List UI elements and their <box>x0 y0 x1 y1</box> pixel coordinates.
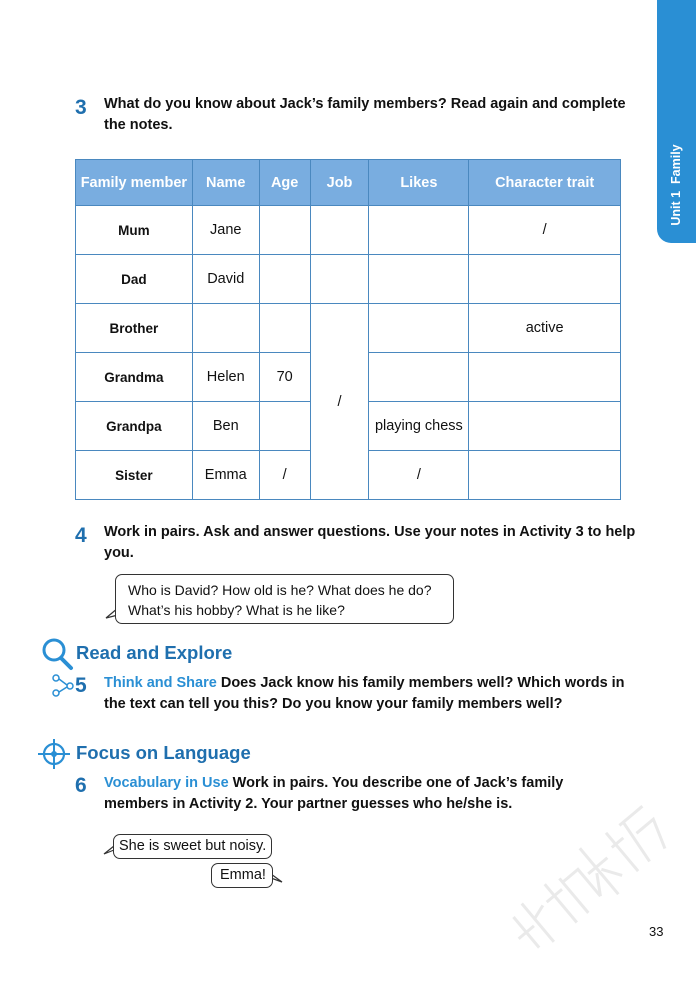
cell-age[interactable] <box>259 206 310 255</box>
cell-trait[interactable]: active <box>469 304 621 353</box>
activity-3-number: 3 <box>75 96 87 119</box>
cell-likes[interactable]: playing chess <box>369 402 469 451</box>
cell-member: Brother <box>76 304 193 353</box>
activity-4-line-2: you. <box>104 545 134 561</box>
read-explore-title: Read and Explore <box>76 642 233 663</box>
cell-age[interactable]: 70 <box>259 353 310 402</box>
activity-6-number: 6 <box>75 774 87 797</box>
cell-member: Grandpa <box>76 402 193 451</box>
activity-4-number: 4 <box>75 524 87 547</box>
cell-age[interactable] <box>259 402 310 451</box>
cell-likes[interactable] <box>369 353 469 402</box>
activity-3-instructions <box>104 94 626 136</box>
activity-5-number: 5 <box>75 674 87 697</box>
vocabulary-in-use-label: Vocabulary in Use <box>104 775 229 791</box>
table-row <box>76 206 621 255</box>
cell-member: Mum <box>76 206 193 255</box>
cell-trait[interactable] <box>469 255 621 304</box>
example-bubble-answer: Emma! <box>211 863 273 888</box>
activity-3-line-1: What do you know about Jack’s family members? Read again and complete <box>104 96 626 112</box>
activity-5-line-1: Does Jack know his family members well? Which words in <box>220 675 625 691</box>
unit-label: Unit 1 <box>669 190 683 226</box>
header-age: Age <box>259 160 310 206</box>
example-bubble-statement: She is sweet but noisy. <box>113 834 272 859</box>
family-notes-table <box>75 159 621 500</box>
cell-name[interactable]: Helen <box>192 353 259 402</box>
magnifier-icon <box>40 637 76 671</box>
cell-trait[interactable] <box>469 402 621 451</box>
bubble-line-2: What’s his hobby? What is he like? <box>128 602 345 618</box>
cell-job[interactable] <box>310 255 369 304</box>
cell-trait[interactable] <box>469 451 621 500</box>
activity-3-line-2: the notes. <box>104 117 173 133</box>
activity-5-instructions <box>104 673 625 715</box>
page-number: 33 <box>649 924 664 939</box>
cell-likes[interactable] <box>369 206 469 255</box>
cell-trait[interactable] <box>469 353 621 402</box>
cell-trait[interactable]: / <box>469 206 621 255</box>
unit-topic: Family <box>669 144 683 184</box>
activity-4-line-1: Work in pairs. Ask and answer questions. Use your notes in Activity 3 to help <box>104 524 636 540</box>
table-row <box>76 304 621 353</box>
focus-language-title: Focus on Language <box>76 742 251 763</box>
activity-5-line-2: the text can tell you this? Do you know your family members well? <box>104 696 563 712</box>
header-character-trait: Character trait <box>469 160 621 206</box>
cell-likes[interactable] <box>369 255 469 304</box>
bubble-line-1: Who is David? How old is he? What does he do? <box>128 582 432 598</box>
cell-name[interactable]: Emma <box>192 451 259 500</box>
cell-age[interactable] <box>259 255 310 304</box>
cell-job[interactable] <box>310 206 369 255</box>
activity-6-line-2: members in Activity 2. Your partner guesses who he/she is. <box>104 796 513 812</box>
header-likes: Likes <box>369 160 469 206</box>
cell-age[interactable]: / <box>259 451 310 500</box>
unit-side-tab-label <box>656 138 694 238</box>
target-crosshair-icon <box>37 738 75 772</box>
header-family-member: Family member <box>76 160 193 206</box>
cell-name[interactable]: David <box>192 255 259 304</box>
publisher-watermark <box>480 770 690 970</box>
header-name: Name <box>192 160 259 206</box>
cell-member: Grandma <box>76 353 193 402</box>
cell-job-merged[interactable]: / <box>310 304 369 500</box>
table-row <box>76 255 621 304</box>
share-icon <box>52 674 74 698</box>
cell-likes[interactable]: / <box>369 451 469 500</box>
cell-likes[interactable] <box>369 304 469 353</box>
think-share-label: Think and Share <box>104 675 217 691</box>
cell-name[interactable]: Jane <box>192 206 259 255</box>
activity-6-line-1: Work in pairs. You describe one of Jack’s family <box>232 775 564 791</box>
cell-name[interactable] <box>192 304 259 353</box>
header-job: Job <box>310 160 369 206</box>
activity-4-speech-bubble <box>115 574 454 624</box>
table-header-row <box>76 160 621 206</box>
cell-name[interactable]: Ben <box>192 402 259 451</box>
cell-member: Sister <box>76 451 193 500</box>
activity-4-instructions <box>104 522 635 564</box>
cell-member: Dad <box>76 255 193 304</box>
cell-age[interactable] <box>259 304 310 353</box>
